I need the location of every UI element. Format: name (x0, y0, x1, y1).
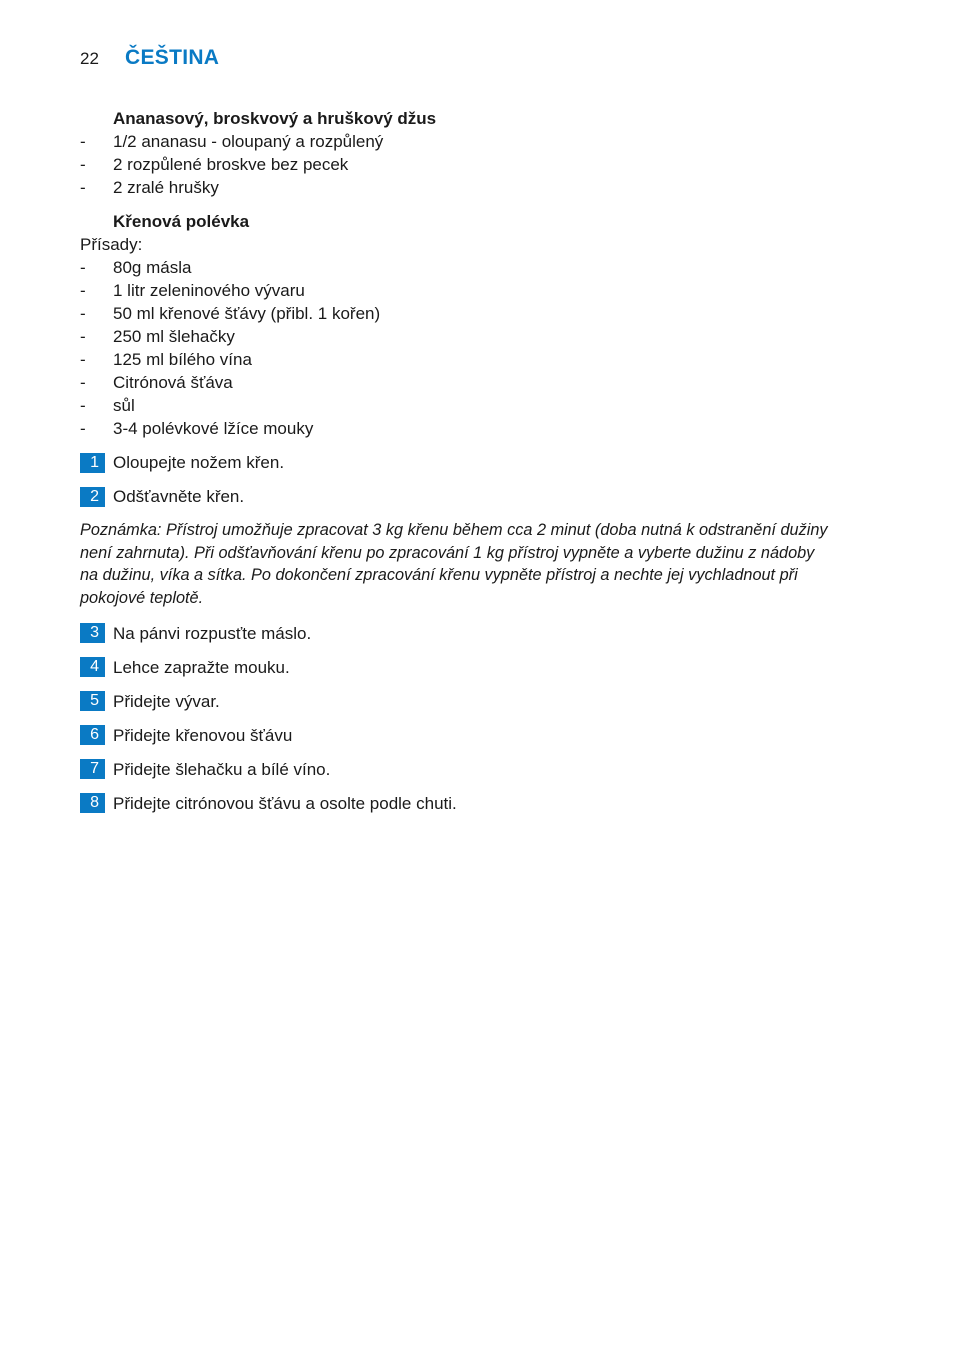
step-text: Na pánvi rozpusťte máslo. (113, 623, 312, 643)
step-item (80, 724, 890, 747)
note-line: pokojové teplotě. (80, 589, 204, 608)
step-number-badge: 7 (80, 759, 105, 779)
step-number-badge: 3 (80, 623, 105, 643)
list-marker: - (80, 281, 86, 300)
list-item (80, 325, 890, 348)
recipe-title-horseradish-soup: Křenová polévka (113, 212, 250, 231)
list-marker: - (80, 304, 86, 323)
page-header (80, 46, 219, 70)
list-item-text: 1/2 ananasu - oloupaný a rozpůlený (113, 132, 384, 151)
step-text: Přidejte citrónovou šťávu a osolte podle chuti. (113, 793, 457, 813)
list-item-text: 80g másla (113, 258, 192, 277)
step-list (80, 451, 890, 508)
note-line: Poznámka: Přístroj umožňuje zpracovat 3 kg křenu během cca 2 minut (doba nutná k odstranění dužiny (80, 521, 828, 539)
step-item (80, 690, 890, 713)
list-marker: - (80, 373, 86, 392)
list-marker: - (80, 132, 86, 151)
list-marker: - (80, 327, 86, 346)
step-text: Přidejte křenovou šťávu (113, 725, 293, 745)
step-text: Přidejte vývar. (113, 691, 220, 711)
step-number-badge: 4 (80, 657, 105, 677)
language-heading: ČEŠTINA (125, 46, 220, 69)
list-item (80, 302, 890, 325)
list-item (80, 417, 890, 440)
list-marker: - (80, 396, 86, 415)
list-item (80, 348, 890, 371)
list-marker: - (80, 350, 86, 369)
list-item-text: 3-4 polévkové lžíce mouky (113, 419, 314, 438)
step-item (80, 451, 890, 474)
list-item-text: 2 zralé hrušky (113, 178, 219, 197)
step-item (80, 485, 890, 508)
step-text: Oloupejte nožem křen. (113, 453, 285, 472)
list-marker: - (80, 258, 86, 277)
step-item (80, 656, 890, 679)
step-item (80, 758, 890, 781)
list-marker: - (80, 178, 86, 197)
note-line: na dužinu, víka a sítka. Po dokončení zpracování křenu vypněte přístroj a nechte jej vychladnout při (80, 566, 798, 585)
ingredient-list (80, 256, 890, 440)
list-item (80, 256, 890, 279)
note-paragraph (80, 519, 888, 610)
list-item (80, 394, 890, 417)
list-item-text: 1 litr zeleninového vývaru (113, 281, 305, 300)
step-number-badge: 6 (80, 725, 105, 745)
list-item-text: Citrónová šťáva (113, 373, 233, 392)
ingredients-label: Přísady: (80, 235, 143, 254)
list-item-text: sůl (113, 396, 135, 415)
list-item (80, 279, 890, 302)
step-number-badge: 2 (80, 487, 105, 507)
ingredient-list (80, 130, 890, 199)
list-marker: - (80, 419, 86, 438)
step-text: Lehce zapražte mouku. (113, 657, 290, 677)
step-text: Odšťavněte křen. (113, 487, 245, 506)
list-marker: - (80, 155, 86, 174)
step-number-badge: 8 (80, 793, 105, 813)
list-item-text: 2 rozpůlené broskve bez pecek (113, 155, 349, 174)
list-item-text: 250 ml šlehačky (113, 327, 235, 346)
step-list (80, 622, 890, 815)
list-item-text: 125 ml bílého vína (113, 350, 252, 369)
list-item (80, 130, 890, 153)
recipe-title-pineapple-juice: Ananasový, broskvový a hruškový džus (113, 109, 437, 128)
list-item (80, 176, 890, 199)
page-number: 22 (80, 49, 99, 68)
list-item (80, 153, 890, 176)
page-content (80, 107, 890, 826)
step-item (80, 622, 890, 645)
step-number-badge: 1 (80, 453, 105, 473)
step-text: Přidejte šlehačku a bílé víno. (113, 759, 331, 779)
note-line: není zahrnuta). Při odšťavňování křenu po zpracování 1 kg přístroj vypněte a vyberte dužinu z nádoby (80, 543, 815, 562)
list-item (80, 371, 890, 394)
step-number-badge: 5 (80, 691, 105, 711)
list-item-text: 50 ml křenové šťávy (přibl. 1 kořen) (113, 304, 381, 323)
step-item (80, 792, 890, 815)
